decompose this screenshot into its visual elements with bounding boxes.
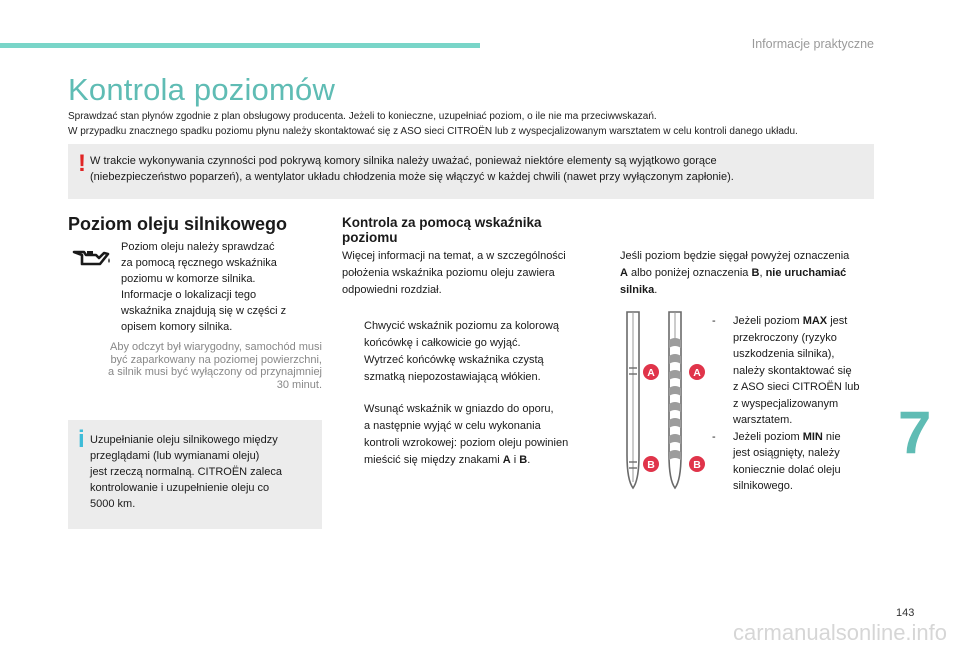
dipstick-section-title — [342, 215, 592, 245]
top-accent-bar — [0, 43, 480, 48]
page-title: Kontrola poziomów — [68, 72, 336, 107]
oil-line: poziomu w komorze silnika. — [121, 273, 256, 285]
watermark: carmanualsonline.info — [733, 620, 948, 645]
min-text: Jeżeli poziom — [733, 430, 803, 443]
max-text: jest — [827, 315, 848, 327]
mark-a-ref: A — [620, 267, 628, 279]
mark-b-ref: B — [751, 267, 760, 279]
para-line: położenia wskaźnika poziomu oleju zawiera — [342, 267, 555, 279]
right-line — [620, 265, 882, 282]
warning-icon: ! — [78, 150, 86, 177]
marker-b-label: B — [647, 459, 655, 471]
dash: - — [712, 315, 716, 327]
max-line: uszkodzenia silnika), — [733, 348, 835, 360]
step-line — [364, 452, 568, 469]
oil-can-icon — [72, 246, 112, 272]
chapter-number: 7 — [898, 399, 932, 466]
step-marker-icon — [342, 401, 364, 469]
oil-line: Poziom oleju należy sprawdzać — [121, 241, 275, 253]
min-line: koniecznie dolać oleju — [733, 463, 841, 476]
step-marker-icon — [342, 352, 364, 386]
page-number: 143 — [896, 607, 915, 619]
note-line: być zaparkowany na poziomej powierzchni, — [110, 353, 322, 366]
max-line: warsztatem. — [733, 414, 793, 426]
dipstick-right — [669, 312, 681, 488]
max-line: z ASO sieci CITROËN lub — [733, 381, 860, 393]
right-line: Jeśli poziom będzie sięgał powyżej oznaczenia — [620, 250, 850, 262]
measurement-note — [68, 341, 322, 391]
warning-line-1: W trakcie wykonywania czynności pod pokrywą komory silnika należy uważać, ponieważ niektóre elementy są wyjątkowo gorące — [90, 155, 717, 167]
step-line: Chwycić wskaźnik poziomu za kolorową — [364, 320, 560, 332]
marker-a-label: A — [647, 367, 655, 379]
warning-text — [90, 153, 860, 185]
para-line: odpowiedni rozdział. — [342, 284, 442, 296]
info-line: kontrolowanie i uzupełnienie oleju co — [90, 482, 270, 494]
intro-text — [68, 110, 888, 139]
right-text: albo poniżej oznaczenia — [627, 267, 752, 279]
step-text: mieścić się między znakami — [364, 454, 503, 466]
note-line: 30 minut. — [276, 378, 322, 391]
max-line: przekroczony (ryzyko — [733, 331, 837, 344]
level-warning-text — [620, 248, 882, 299]
min-line: silnikowego. — [733, 480, 793, 492]
max-word: MAX — [802, 315, 828, 327]
step-marker-icon — [342, 318, 364, 352]
step-line: Wytrzeć końcówkę wskaźnika czystą — [364, 354, 544, 366]
min-instruction — [712, 429, 882, 495]
mark-b-ref: B — [519, 454, 528, 466]
step-line: szmatką niepozostawiającą włókien. — [364, 371, 541, 383]
note-line: a silnik musi być wyłączony od przynajmniej — [108, 366, 322, 378]
note-line: Aby odczyt był wiarygodny, samochód musi — [110, 341, 322, 353]
right-line — [620, 282, 882, 299]
dash: - — [712, 430, 716, 443]
step-text: i — [510, 454, 520, 466]
max-line — [733, 313, 860, 330]
step-item — [342, 352, 602, 386]
step-line: Wsunąć wskaźnik w gniazdo do oporu, — [364, 403, 554, 415]
marker-a-right — [689, 364, 705, 380]
step-item — [342, 401, 602, 469]
marker-a-left — [643, 364, 659, 380]
marker-b-right — [689, 456, 705, 472]
warning-line-2: (niebezpieczeństwo poparzeń), a wentylator układu chłodzenia może się włączyć w każdej chwili (nawet przy wyłączonym zapłonie). — [90, 171, 734, 183]
dipstick-left — [627, 312, 639, 488]
max-instruction — [712, 313, 882, 429]
right-text: , — [759, 267, 766, 279]
section-label: Informacje praktyczne — [751, 37, 874, 51]
dipstick-title-line-1: Kontrola za pomocą wskaźnika — [342, 215, 542, 230]
max-line: należy skontaktować się — [733, 364, 852, 377]
right-bold: silnika — [620, 284, 655, 296]
min-line — [733, 429, 841, 446]
marker-b-left — [643, 456, 659, 472]
step-line: kontroli wzrokowej: poziom oleju powinien — [364, 437, 569, 449]
step-line: a następnie wyjąć w celu wykonania — [364, 420, 541, 432]
level-instructions — [712, 313, 882, 495]
info-line: Uzupełnianie oleju silnikowego między — [90, 434, 278, 446]
info-text — [90, 432, 310, 512]
info-line: jest rzeczą normalną. CITROËN zaleca — [90, 466, 282, 478]
oil-line: opisem komory silnika. — [121, 321, 233, 333]
step-line: końcówkę i całkowicie go wyjąć. — [364, 337, 521, 349]
step-text: . — [527, 454, 531, 466]
dipstick-illustration — [610, 310, 710, 495]
para-line: Więcej informacji na temat, a w szczególności — [342, 250, 566, 262]
right-bold: nie uruchamiać — [765, 267, 847, 279]
oil-line: za pomocą ręcznego wskaźnika — [121, 257, 277, 269]
marker-a-label: A — [693, 367, 701, 379]
min-word: MIN — [802, 430, 823, 443]
oil-line: wskaźnika znajdują się w części z — [121, 305, 287, 317]
info-line: przeglądami (lub wymianami oleju) — [90, 450, 260, 462]
oil-description — [121, 239, 301, 335]
marker-b-label: B — [693, 459, 701, 471]
min-line: jest osiągnięty, należy — [733, 447, 840, 459]
min-text: nie — [822, 430, 841, 443]
oil-line: Informacje o lokalizacji tego — [121, 289, 257, 301]
max-line: z wyspecjalizowanym — [733, 397, 839, 410]
intro-line-2: W przypadku znacznego spadku poziomu płynu należy skontaktować się z ASO sieci CITROËN lub z wyspecjalizowanym warsztatem w celu kontroli danego układu. — [68, 125, 798, 137]
intro-line-1: Sprawdzać stan płynów zgodnie z plan obsługowy producenta. Jeżeli to konieczne, uzupełniać poziom, o ile nie ma przeciwwskazań. — [68, 111, 657, 122]
dipstick-steps — [342, 318, 602, 469]
max-text: Jeżeli poziom — [733, 315, 803, 327]
right-text: . — [654, 284, 658, 296]
step-item — [342, 318, 602, 352]
dipstick-title-line-2: poziomu — [342, 230, 398, 245]
dipstick-intro — [342, 248, 602, 299]
mark-a-ref: A — [502, 454, 511, 466]
oil-section-title: Poziom oleju silnikowego — [68, 214, 288, 234]
info-line: 5000 km. — [90, 498, 136, 510]
info-icon: i — [78, 426, 85, 453]
